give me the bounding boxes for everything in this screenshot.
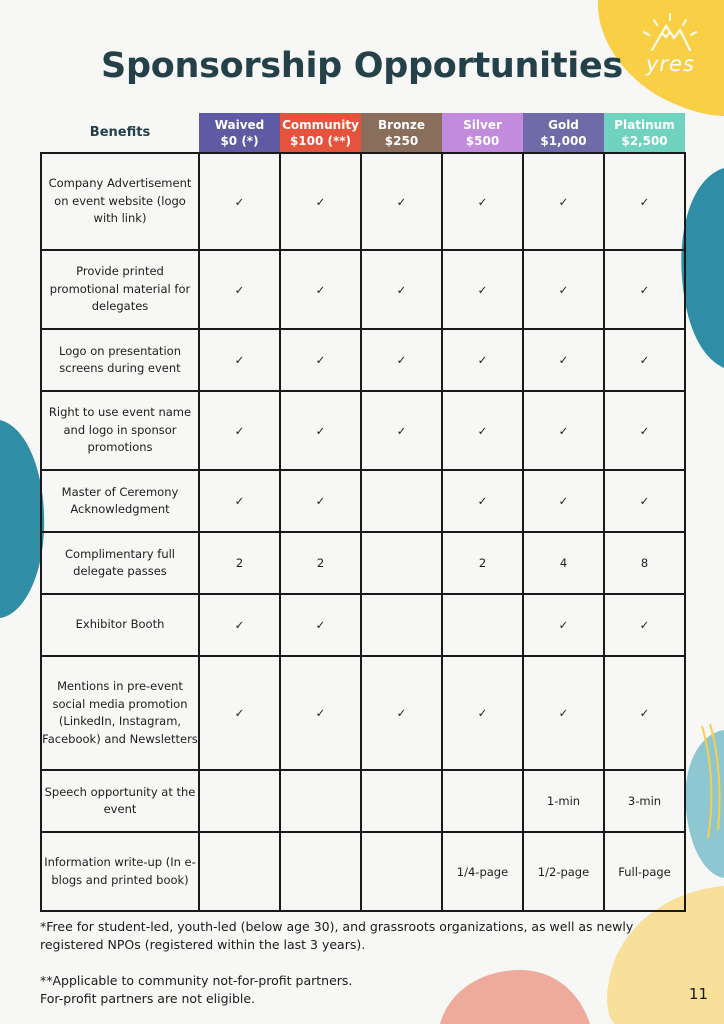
table-row bbox=[41, 470, 685, 532]
tier-value bbox=[361, 770, 442, 832]
tier-value: 1-min bbox=[523, 770, 604, 832]
check-icon: ✓ bbox=[280, 329, 361, 391]
tier-value bbox=[361, 832, 442, 911]
page-title: Sponsorship Opportunities bbox=[101, 46, 623, 86]
benefit-label: Right to use event name and logo in sponsor promotions bbox=[41, 391, 199, 470]
check-icon: ✓ bbox=[280, 153, 361, 250]
check-icon: ✓ bbox=[442, 153, 523, 250]
check-icon: ✓ bbox=[523, 391, 604, 470]
table-row bbox=[41, 391, 685, 470]
table-row bbox=[41, 656, 685, 770]
check-icon: ✓ bbox=[523, 470, 604, 532]
benefit-label: Information write-up (In e-blogs and printed book) bbox=[41, 832, 199, 911]
tier-header-row bbox=[41, 113, 685, 153]
table-row bbox=[41, 532, 685, 594]
tier-name: Platinum bbox=[614, 117, 675, 132]
tier-value: Full-page bbox=[604, 832, 685, 911]
benefit-label: Complimentary full delegate passes bbox=[41, 532, 199, 594]
check-icon: ✓ bbox=[604, 594, 685, 656]
benefit-label: Logo on presentation screens during event bbox=[41, 329, 199, 391]
tier-value bbox=[361, 532, 442, 594]
tier-price: $500 bbox=[465, 133, 500, 148]
benefit-label: Master of Ceremony Acknowledgment bbox=[41, 470, 199, 532]
check-icon: ✓ bbox=[604, 391, 685, 470]
benefit-label: Exhibitor Booth bbox=[41, 594, 199, 656]
tier-value: 2 bbox=[280, 532, 361, 594]
check-icon: ✓ bbox=[361, 329, 442, 391]
check-icon: ✓ bbox=[442, 391, 523, 470]
check-icon: ✓ bbox=[280, 250, 361, 329]
benefit-label: Company Advertisement on event website (logo with link) bbox=[41, 153, 199, 250]
check-icon: ✓ bbox=[523, 250, 604, 329]
footnote-free-tier: *Free for student-led, youth-led (below age 30), and grassroots organizations, as well as newly registered NPOs (registered within the last 3 years). bbox=[40, 919, 634, 952]
tier-name: Waived bbox=[214, 117, 265, 132]
tier-value bbox=[199, 770, 280, 832]
check-icon: ✓ bbox=[442, 656, 523, 770]
logo-text: yres bbox=[646, 52, 695, 76]
page-number: 11 bbox=[688, 985, 708, 1003]
check-icon: ✓ bbox=[199, 329, 280, 391]
table-row bbox=[41, 329, 685, 391]
check-icon: ✓ bbox=[280, 594, 361, 656]
table-row bbox=[41, 594, 685, 656]
tier-header-silver bbox=[442, 113, 523, 153]
tier-value bbox=[199, 832, 280, 911]
table-row bbox=[41, 770, 685, 832]
table-body bbox=[41, 153, 685, 911]
tier-value bbox=[361, 594, 442, 656]
tier-header-bronze bbox=[361, 113, 442, 153]
tier-value: 2 bbox=[199, 532, 280, 594]
tier-value: 2 bbox=[442, 532, 523, 594]
tier-value bbox=[442, 594, 523, 656]
check-icon: ✓ bbox=[442, 329, 523, 391]
check-icon: ✓ bbox=[523, 656, 604, 770]
tier-value bbox=[361, 470, 442, 532]
tier-name: Community bbox=[282, 117, 359, 132]
check-icon: ✓ bbox=[604, 153, 685, 250]
sponsorship-table bbox=[40, 113, 686, 912]
tier-value bbox=[442, 770, 523, 832]
tier-price: $250 bbox=[384, 133, 419, 148]
tier-value: 3-min bbox=[604, 770, 685, 832]
check-icon: ✓ bbox=[361, 656, 442, 770]
check-icon: ✓ bbox=[199, 656, 280, 770]
check-icon: ✓ bbox=[523, 329, 604, 391]
tier-value bbox=[280, 832, 361, 911]
check-icon: ✓ bbox=[361, 153, 442, 250]
tier-header-platinum bbox=[604, 113, 685, 153]
check-icon: ✓ bbox=[361, 391, 442, 470]
tier-name: Bronze bbox=[378, 117, 425, 132]
check-icon: ✓ bbox=[280, 391, 361, 470]
check-icon: ✓ bbox=[199, 594, 280, 656]
tier-header-waived bbox=[199, 113, 280, 153]
check-icon: ✓ bbox=[442, 250, 523, 329]
tier-name: Gold bbox=[548, 117, 579, 132]
check-icon: ✓ bbox=[523, 594, 604, 656]
tier-name: Silver bbox=[463, 117, 502, 132]
table-row bbox=[41, 832, 685, 911]
footnotes bbox=[40, 918, 640, 1008]
benefit-label: Speech opportunity at the event bbox=[41, 770, 199, 832]
tier-header-gold bbox=[523, 113, 604, 153]
tier-header-community bbox=[280, 113, 361, 153]
check-icon: ✓ bbox=[199, 153, 280, 250]
tier-price: $100 (**) bbox=[289, 133, 352, 148]
check-icon: ✓ bbox=[604, 329, 685, 391]
tier-price: $2,500 bbox=[621, 133, 668, 148]
check-icon: ✓ bbox=[604, 250, 685, 329]
check-icon: ✓ bbox=[199, 391, 280, 470]
check-icon: ✓ bbox=[280, 470, 361, 532]
check-icon: ✓ bbox=[361, 250, 442, 329]
check-icon: ✓ bbox=[523, 153, 604, 250]
check-icon: ✓ bbox=[199, 250, 280, 329]
tier-price: $1,000 bbox=[540, 133, 587, 148]
check-icon: ✓ bbox=[604, 656, 685, 770]
check-icon: ✓ bbox=[199, 470, 280, 532]
table-row bbox=[41, 153, 685, 250]
footnote-community-line1: **Applicable to community not-for-profit partners. bbox=[40, 973, 353, 988]
tier-value: 8 bbox=[604, 532, 685, 594]
table-row bbox=[41, 250, 685, 329]
tier-price: $0 (*) bbox=[220, 133, 259, 148]
footnote-community-line2: For-profit partners are not eligible. bbox=[40, 991, 256, 1006]
benefits-header: Benefits bbox=[89, 125, 151, 140]
benefit-label: Mentions in pre-event social media promotion (LinkedIn, Instagram, Facebook) and Newsletters bbox=[41, 656, 199, 770]
tier-value: 4 bbox=[523, 532, 604, 594]
check-icon: ✓ bbox=[604, 470, 685, 532]
check-icon: ✓ bbox=[280, 656, 361, 770]
tier-value: 1/2-page bbox=[523, 832, 604, 911]
check-icon: ✓ bbox=[442, 470, 523, 532]
benefit-label: Provide printed promotional material for delegates bbox=[41, 250, 199, 329]
tier-value bbox=[280, 770, 361, 832]
tier-value: 1/4-page bbox=[442, 832, 523, 911]
